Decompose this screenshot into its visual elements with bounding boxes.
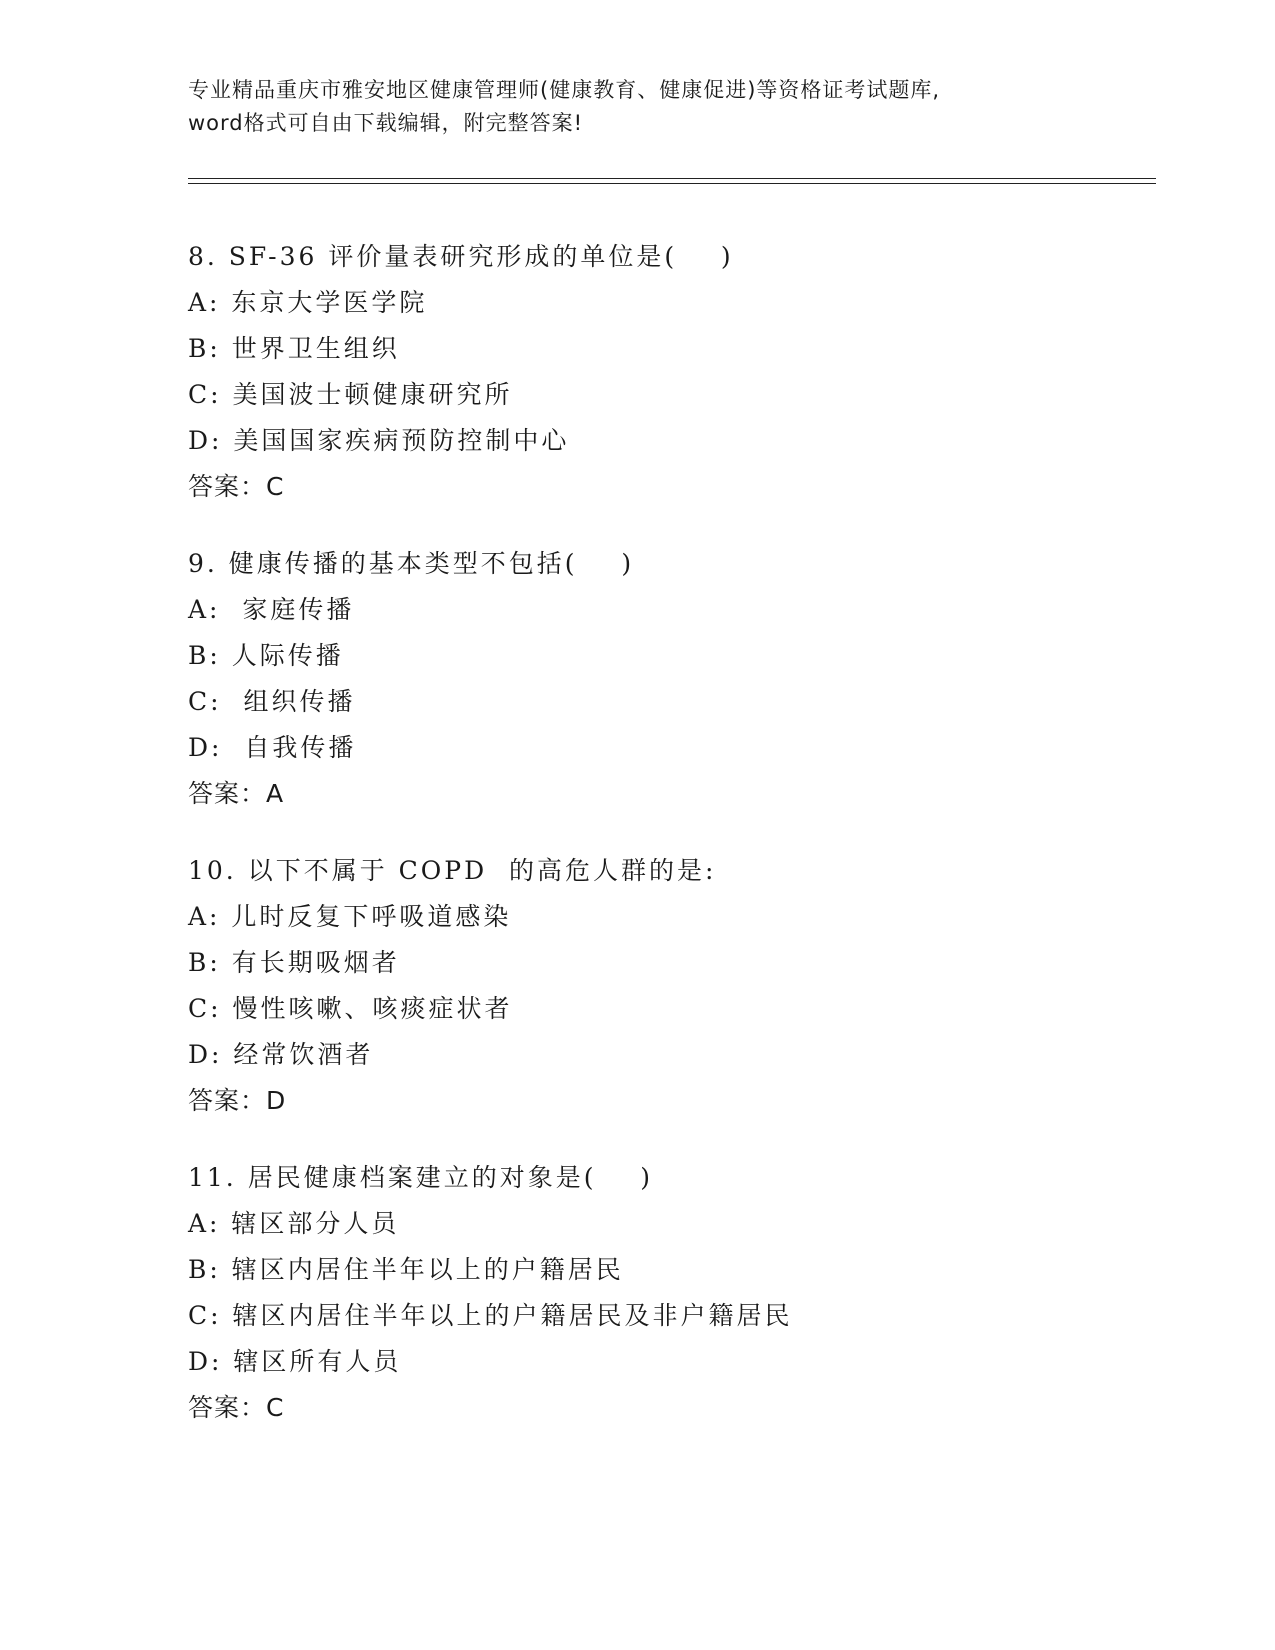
question-11	[188, 1155, 1148, 1431]
option-b: B: 辖区内居住半年以上的户籍居民	[188, 1255, 624, 1284]
question-10	[188, 848, 1148, 1124]
option-b: B: 有长期吸烟者	[188, 948, 400, 977]
question-stem: 9. 健康传播的基本类型不包括( )	[188, 549, 635, 578]
option-c: C: 美国波士顿健康研究所	[188, 380, 513, 409]
option-a: A: 家庭传播	[188, 595, 355, 624]
header-divider-bottom	[188, 183, 1156, 184]
question-stem: 10. 以下不属于 COPD 的高危人群的是:	[188, 856, 717, 885]
option-b: B: 世界卫生组织	[188, 334, 400, 363]
question-9	[188, 541, 1148, 817]
option-b: B: 人际传播	[188, 641, 344, 670]
question-list	[188, 234, 1148, 1462]
option-d: D: 经常饮酒者	[188, 1040, 374, 1069]
option-c: C: 慢性咳嗽、咳痰症状者	[188, 994, 513, 1023]
answer: 答案：D	[188, 1086, 287, 1115]
option-a: A: 儿时反复下呼吸道感染	[188, 902, 512, 931]
question-stem: 11. 居民健康档案建立的对象是( )	[188, 1163, 654, 1192]
option-a: A: 辖区部分人员	[188, 1209, 400, 1238]
option-a: A: 东京大学医学院	[188, 288, 428, 317]
option-d: D: 美国国家疾病预防控制中心	[188, 426, 570, 455]
header-line-2: word格式可自由下载编辑，附完整答案!	[188, 111, 584, 135]
document-header	[188, 74, 1088, 140]
option-c: C: 辖区内居住半年以上的户籍居民及非户籍居民	[188, 1301, 793, 1330]
answer: 答案：C	[188, 472, 285, 501]
option-d: D: 辖区所有人员	[188, 1347, 402, 1376]
answer: 答案：C	[188, 1393, 285, 1422]
header-line-1: 专业精品重庆市雅安地区健康管理师(健康教育、健康促进)等资格证考试题库,	[188, 78, 941, 102]
header-divider-top	[188, 178, 1156, 179]
answer: 答案：A	[188, 779, 285, 808]
question-stem: 8. SF-36 评价量表研究形成的单位是( )	[188, 242, 734, 271]
option-c: C: 组织传播	[188, 687, 356, 716]
question-8	[188, 234, 1148, 510]
option-d: D: 自我传播	[188, 733, 357, 762]
